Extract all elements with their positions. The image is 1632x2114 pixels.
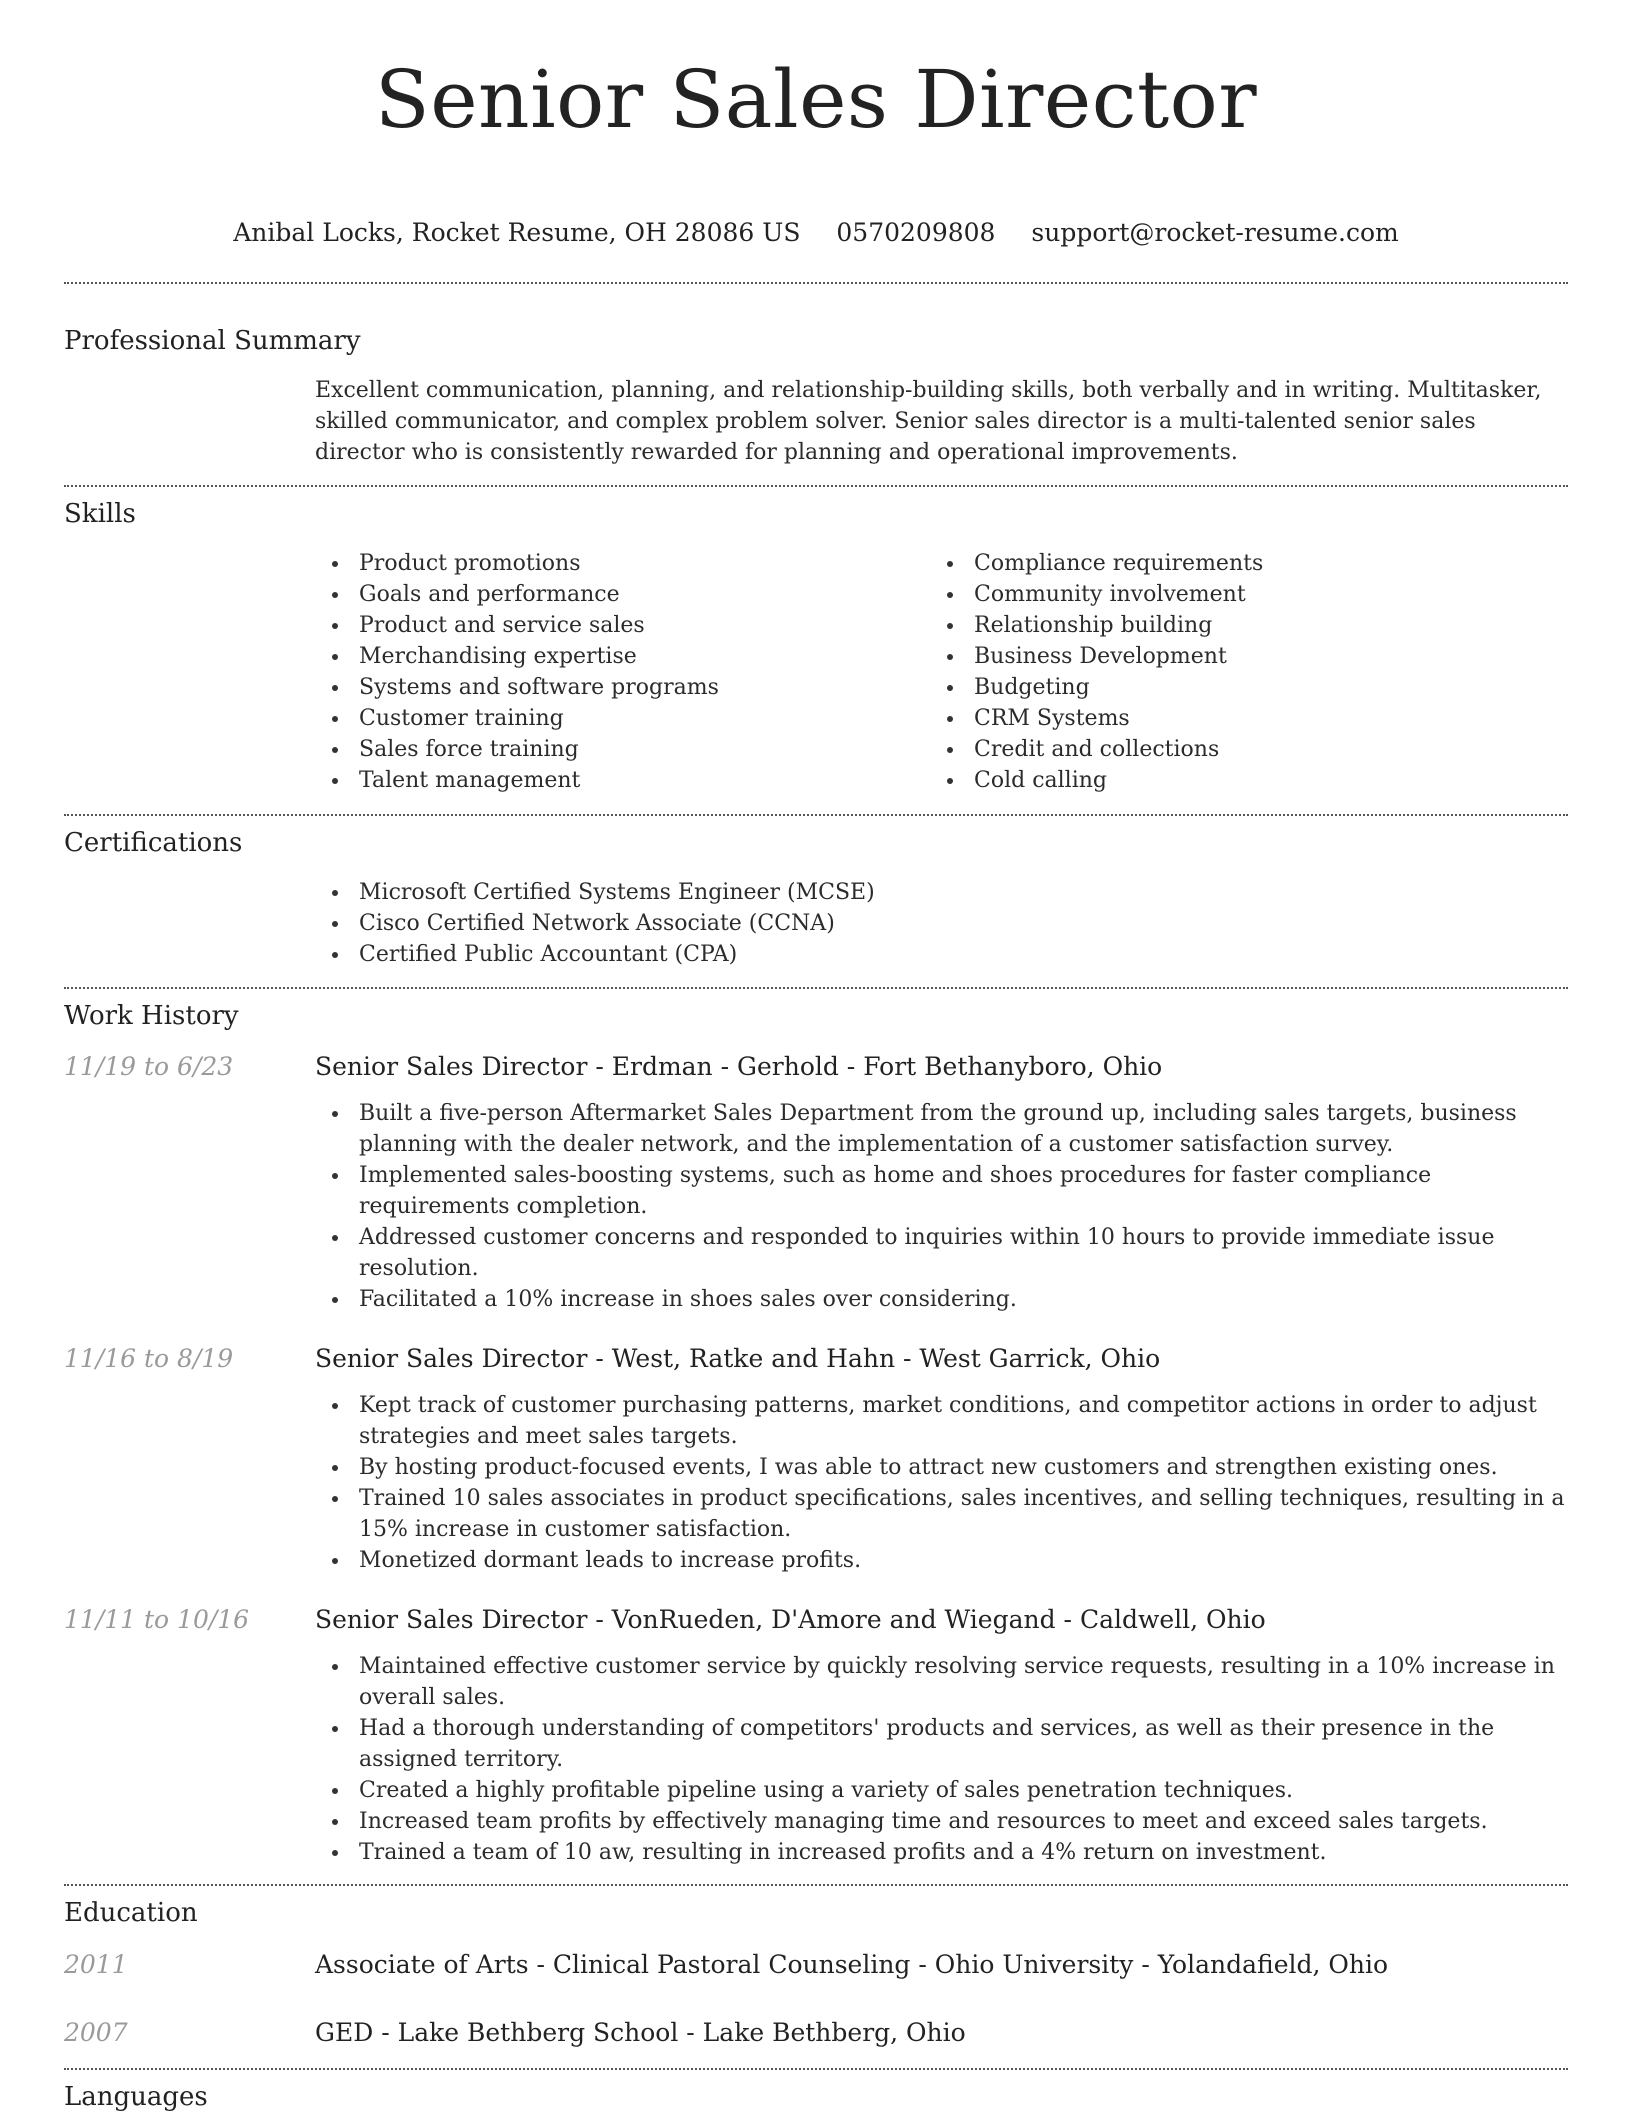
section-title-languages: Languages [64,2082,208,2112]
skill-item: Talent management [315,765,930,796]
section-title-certifications: Certifications [64,828,243,858]
skill-item: Product and service sales [315,610,930,641]
education-title: Associate of Arts - Clinical Pastoral Counseling - Ohio University - Yolandafield, Ohio [315,1950,1389,1979]
skills-column-left [315,548,930,796]
education-list [0,1948,1632,2050]
divider [64,485,1568,487]
certification-item: Certified Public Accountant (CPA) [315,939,1568,970]
work-history-list [0,1050,1632,1868]
contact-email: support@rocket-resume.com [1031,218,1399,247]
job-date: 11/16 to 8/19 [64,1344,234,1373]
job-bullet: By hosting product-focused events, I was able to attract new customers and strengthen existing ones. [315,1452,1568,1483]
skill-item: Budgeting [930,672,1545,703]
contact-address: Anibal Locks, Rocket Resume, OH 28086 US [233,218,801,247]
education-date: 2007 [64,2018,128,2047]
contact-line [0,216,1632,250]
divider [64,987,1568,989]
certification-item: Microsoft Certified Systems Engineer (MCSE) [315,877,1568,908]
section-title-work-history: Work History [64,1001,239,1031]
certifications-list [315,877,1568,970]
contact-phone: 0570209808 [836,218,996,247]
job-entry-header [64,1342,1568,1376]
job-bullet: Implemented sales-boosting systems, such as home and shoes procedures for faster compliance requirements completion. [315,1160,1568,1222]
job-bullet: Had a thorough understanding of competitors' products and services, as well as their presence in the assigned territory. [315,1713,1568,1775]
education-entry [64,2016,1568,2050]
job-date: 11/19 to 6/23 [64,1052,234,1081]
skills-list [315,548,1568,796]
job-bullet: Kept track of customer purchasing patterns, market conditions, and competitor actions in order to adjust strategies and meet sales targets. [315,1390,1568,1452]
certification-item: Cisco Certified Network Associate (CCNA) [315,908,1568,939]
job-bullets [315,1390,1568,1576]
divider [64,2068,1568,2070]
education-date: 2011 [64,1950,128,1979]
skill-item: Sales force training [315,734,930,765]
divider [64,814,1568,816]
job-bullet: Trained 10 sales associates in product specifications, sales incentives, and selling techniques, resulting in a 15% increase in customer satisfaction. [315,1483,1568,1545]
divider [64,282,1568,284]
skill-item: Relationship building [930,610,1545,641]
skill-item: Customer training [315,703,930,734]
job-bullet: Maintained effective customer service by quickly resolving service requests, resulting in a 10% increase in overall sales. [315,1651,1568,1713]
job-date: 11/11 to 10/16 [64,1605,250,1634]
job-bullet: Increased team profits by effectively managing time and resources to meet and exceed sales targets. [315,1806,1568,1837]
job-bullet: Trained a team of 10 aw, resulting in increased profits and a 4% return on investment. [315,1837,1568,1868]
job-bullets [315,1098,1568,1315]
skill-item: Product promotions [315,548,930,579]
job-bullet: Addressed customer concerns and responded to inquiries within 10 hours to provide immediate issue resolution. [315,1222,1568,1284]
section-title-education: Education [64,1898,198,1928]
page-title: Senior Sales Director [374,53,1258,146]
section-title-skills: Skills [64,499,136,529]
job-bullet: Monetized dormant leads to increase profits. [315,1545,1568,1576]
skill-item: Merchandising expertise [315,641,930,672]
job-title: Senior Sales Director - West, Ratke and Hahn - West Garrick, Ohio [315,1344,1161,1373]
job-bullet: Created a highly profitable pipeline using a variety of sales penetration techniques. [315,1775,1568,1806]
skill-item: CRM Systems [930,703,1545,734]
job-title: Senior Sales Director - VonRueden, D'Amore and Wiegand - Caldwell, Ohio [315,1605,1266,1634]
job-bullet: Built a five-person Aftermarket Sales Department from the ground up, including sales targets, business planning with the dealer network, and the implementation of a customer satisfaction survey. [315,1098,1568,1160]
education-title: GED - Lake Bethberg School - Lake Bethberg, Ohio [315,2018,966,2047]
job-bullets [315,1651,1568,1868]
skill-item: Goals and performance [315,579,930,610]
skill-item: Credit and collections [930,734,1545,765]
skill-item: Systems and software programs [315,672,930,703]
skill-item: Cold calling [930,765,1545,796]
job-entry-header [64,1050,1568,1084]
job-bullet: Facilitated a 10% increase in shoes sales over considering. [315,1284,1568,1315]
skill-item: Business Development [930,641,1545,672]
education-entry [64,1948,1568,1982]
skill-item: Community involvement [930,579,1545,610]
job-entry-header [64,1603,1568,1637]
skill-item: Compliance requirements [930,548,1545,579]
summary-text: Excellent communication, planning, and relationship-building skills, both verbally and in writing. Multitasker, skilled communicator, and complex problem solver. Senior sales director is a multi-talented senior sales director who is consistently rewarded for planning and operational improvements. [315,378,1542,465]
divider [64,1884,1568,1886]
section-title-summary: Professional Summary [64,326,361,356]
skills-column-right [930,548,1545,796]
job-title: Senior Sales Director - Erdman - Gerhold - Fort Bethanyboro, Ohio [315,1052,1163,1081]
